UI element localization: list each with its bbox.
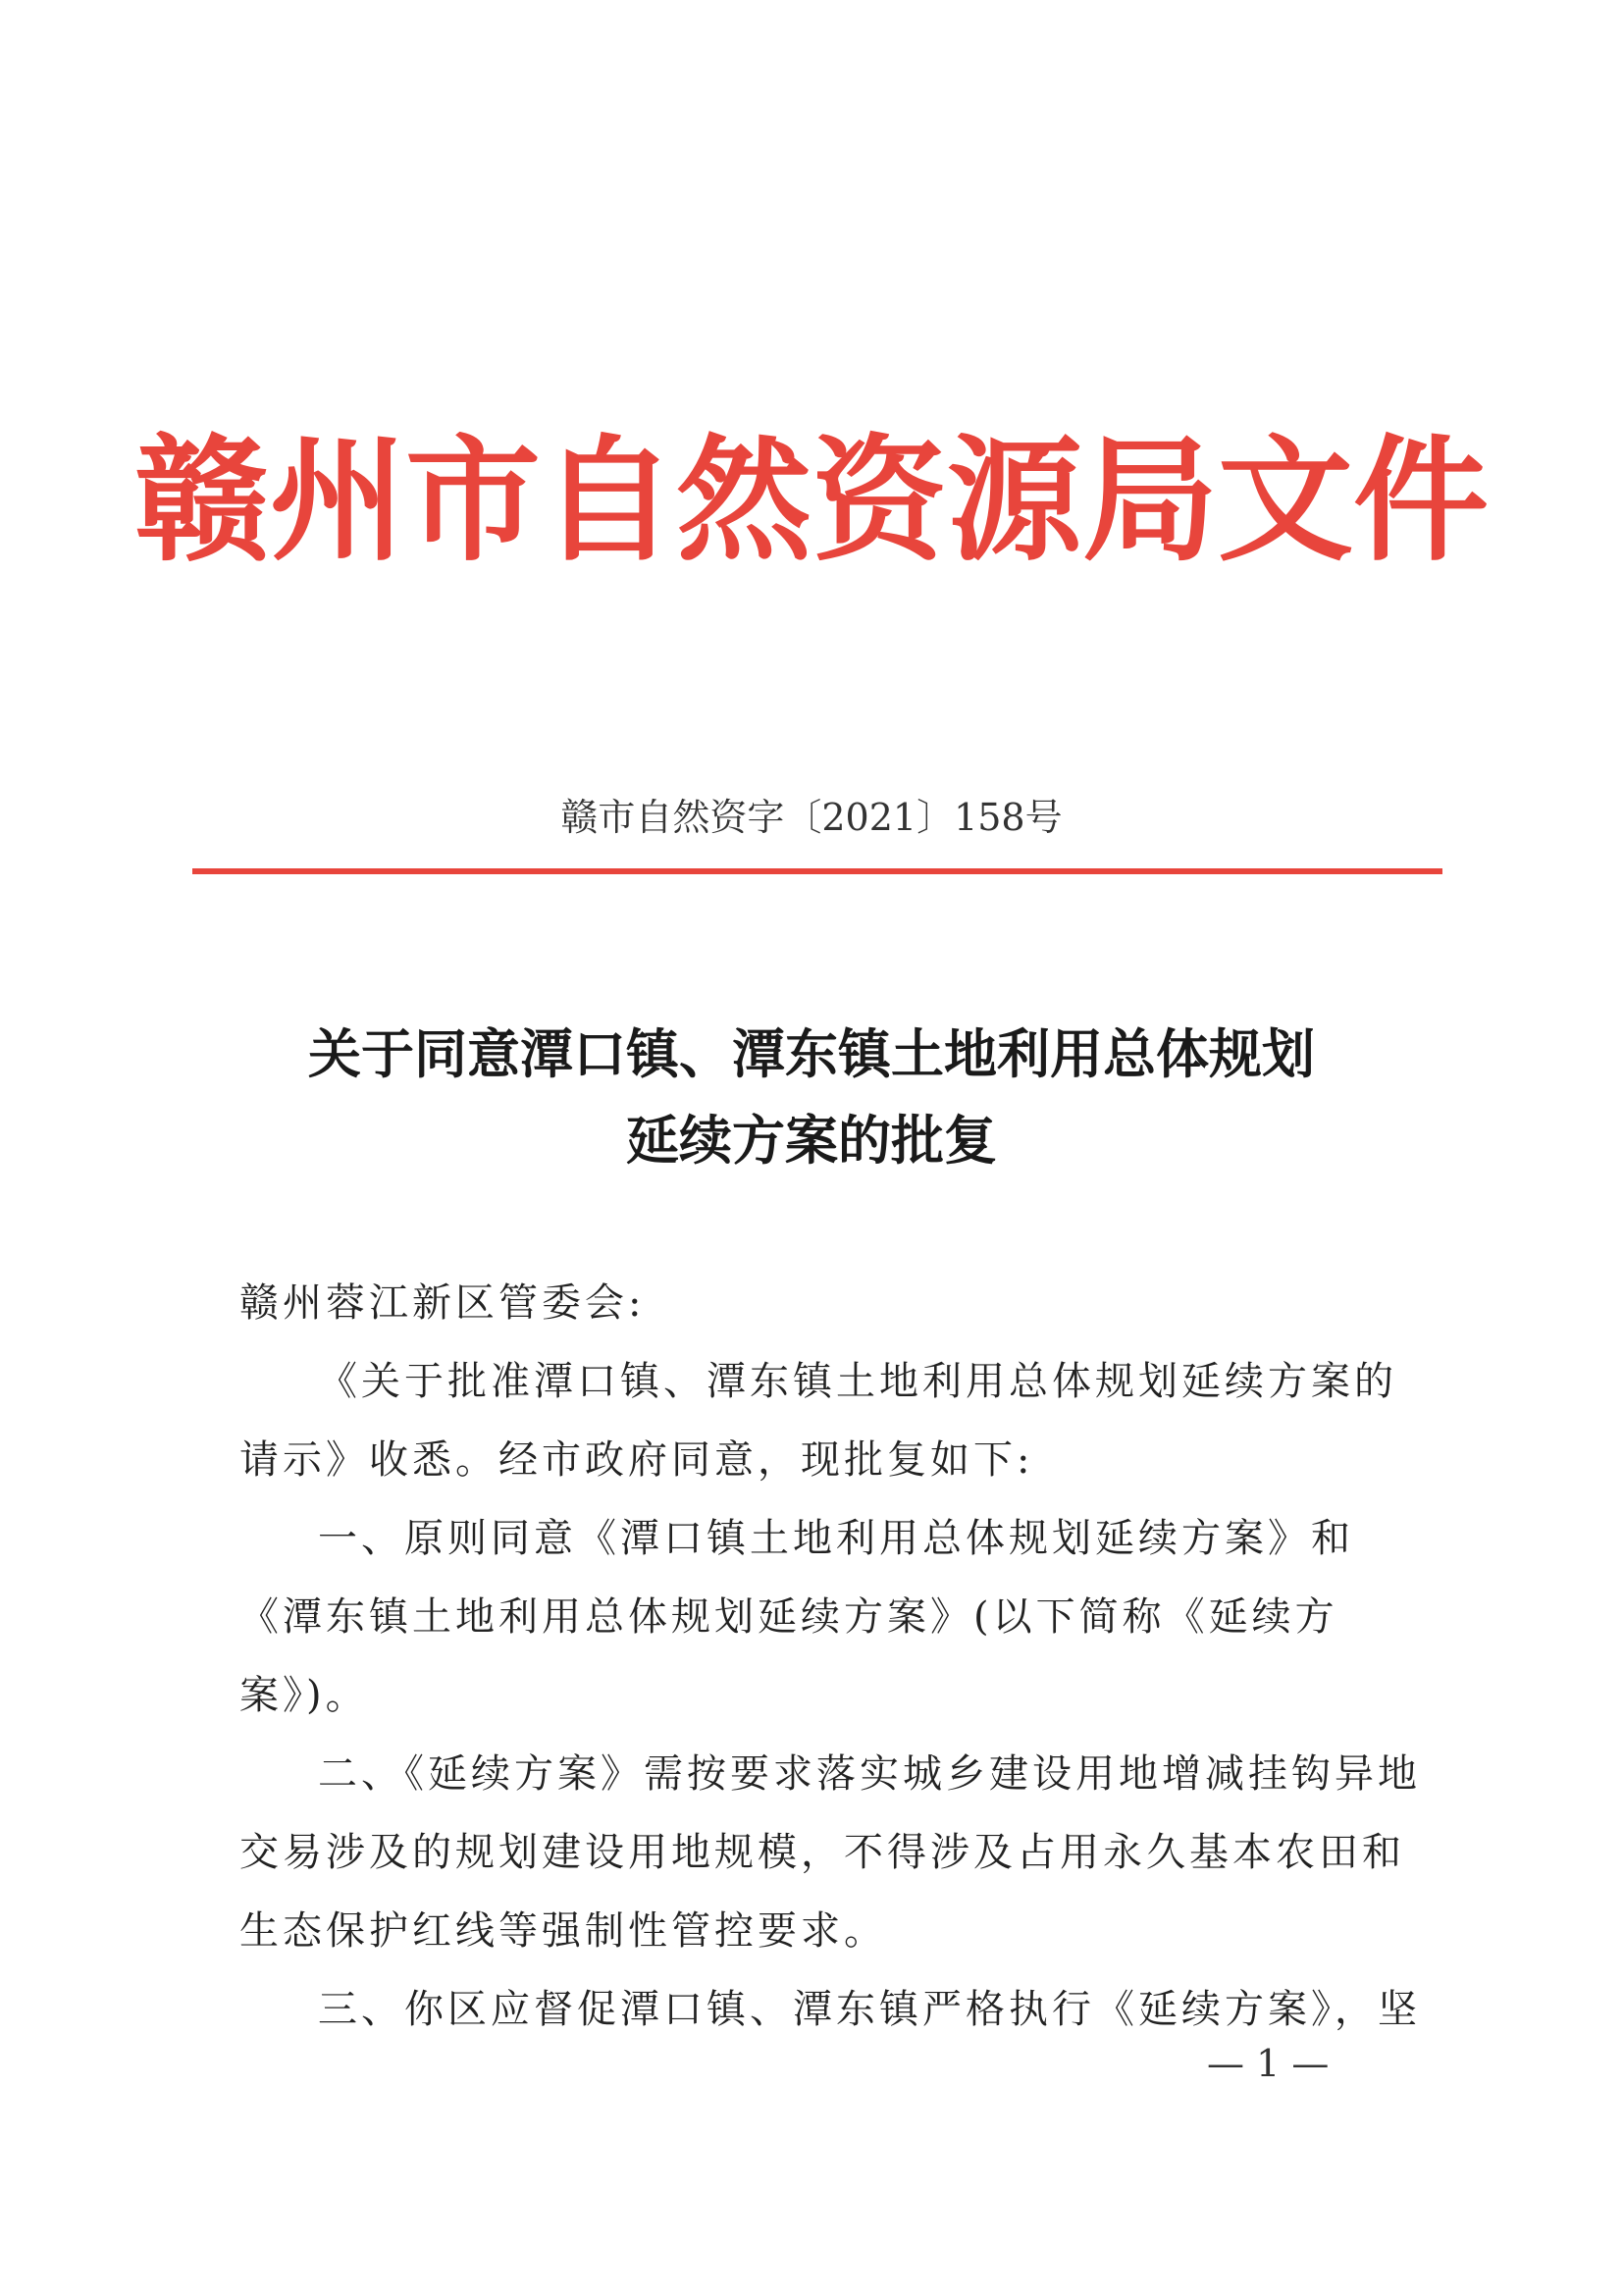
salutation: 赣州蓉江新区管委会: (239, 1280, 646, 1326)
document-number: 赣市自然资字〔2021〕158号 (560, 796, 1063, 839)
issuing-authority-title: 赣州市自然资源局文件 (133, 420, 1489, 580)
document-subject (0, 1011, 1623, 1183)
body-paragraph: 三、你区应督促潭口镇、潭东镇严格执行《延续方案》，坚 (318, 1987, 1421, 2032)
subject-line-1: 关于同意潭口镇、潭东镇土地利用总体规划 (308, 1022, 1315, 1085)
subject-line-2: 延续方案的批复 (626, 1109, 997, 1172)
page-number: — 1 — (1207, 2042, 1330, 2085)
body-paragraph: 二、《延续方案》需按要求落实城乡建设用地增减挂钩异地交易涉及的规划建设用地规模，不得涉及占用永久基本农田和生态保护红线等强制性管控要求。 (239, 1751, 1421, 1954)
document-body (239, 1264, 1435, 2049)
body-paragraph: 一、原则同意《潭口镇土地利用总体规划延续方案》和《潭东镇土地利用总体规划延续方案》(以下简称《延续方案》)。 (239, 1516, 1354, 1718)
body-paragraph: 《关于批准潭口镇、潭东镇土地利用总体规划延续方案的请示》收悉。经市政府同意，现批复如下: (239, 1359, 1397, 1483)
red-divider-line (192, 868, 1442, 874)
